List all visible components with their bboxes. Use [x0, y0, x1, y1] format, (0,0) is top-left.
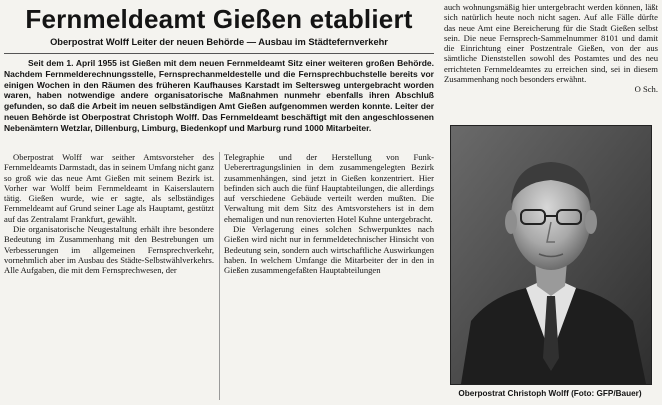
subheadline: Oberpostrat Wolff Leiter der neuen Behörde — Ausbau im Städtefernverkehr [50, 37, 388, 47]
continuation-paragraph [440, 0, 660, 95]
photo-caption: Oberpostrat Christoph Wolff (Foto: GFP/Bauer) [458, 389, 642, 398]
body-column-1 [4, 152, 214, 276]
article-main-column [4, 4, 434, 402]
article-side-column [440, 0, 660, 405]
lead-paragraph: Seit dem 1. April 1955 ist Gießen mit dem neuen Fernmeldeamt Sitz einer weiteren großen Behörde. Nachdem Fernmelderechnungsstelle, Fernsprechanmeldestelle und die Fernsprechbuchstelle bereits vor einigen Wochen in den Räumen des früheren Kaufhauses Karstadt im Seltersweg untergebracht worden waren, haben notwendige andere organisatorische Maßnahmen nunmehr ebenfalls ihren Abschluß gefunden, so daß die Arbeit im neuen selbständigen Amt Gießen aufgenommen werden konnte. Leiter der neuen Behörde ist Oberpostrat Christoph Wolff. Das Fernmeldeamt beschäftigt mit den angeschlossenen Nebenämtern Wetzlar, Dillenburg, Limburg, Biedenkopf und Marburg rund 1000 Mitarbeiter. [4, 58, 434, 133]
body-paragraph: Die organisatorische Neugestaltung erhält ihre besondere Bedeutung im Zusammenhang mit den Bestrebungen um Verbesserungen im allgemeinen Fernsprechverkehr, vornehmlich aber im Ausbau des Städte-Selbstwählverkehrs. Alle Aufgaben, die mit dem Fernsprechwesen, der [4, 224, 214, 276]
body-paragraph: Die Verlagerung eines solchen Schwerpunktes nach Gießen wird nicht nur in fernmeldetechnischer Hinsicht von Bedeutung sein, sondern auch wirtschaftliche Auswirkungen haben. In welchem Umfange die Mitarbeiter der in den in Gießen zusammengefaßten Hauptabteilungen [224, 224, 434, 276]
body-column-2 [224, 152, 434, 276]
continuation-text: auch wohnungsmäßig hier untergebracht werden können, läßt sich natürlich heute noch nicht sagen. Auf alle Fälle dürfte das neue Amt eine Bereicherung für die Stadt Gießen selbst sein. Die neue Fernsprech-Sammelnummer 8101 und damit die Einrichtung einer Postzentrale Gießen, von der aus sämtliche Dienststellen sowohl des Postamtes und des neu errichteten Fernmeldeamtes zu erreichen sind, sei in diesem Zusammenhang noch besonders erwähnt. [444, 2, 658, 85]
author-signoff: O Sch. [634, 84, 658, 95]
body-paragraph: Oberpostrat Wolff war seither Amtsvorsteher des Fernmeldeamts Darmstadt, das in seinem Umfang nicht ganz so groß wie das neue Amt Gießen mit seinem Bezirk ist. Vorher war Wolff beim Fernmeldeamt in Kaiserslautern tätig. Gießen wurde, wie er sagte, als selbständiges Fernmeldeamt auf Grund seiner Lage als Hauptamt, gestützt auf das Zentralamt Frankfurt, gewählt. [4, 152, 215, 224]
divider [4, 53, 434, 54]
column-divider [219, 152, 220, 400]
portrait-photo [450, 125, 652, 385]
headline: Fernmeldeamt Gießen etabliert [25, 4, 413, 34]
body-paragraph: Telegraphie und der Herstellung von Funk-Ueberertragungslinien in dem zusammengelegten Bezirk zusammenhängen, sind jetzt in Gießen konzentriert. Hier befinden sich auch die fünf Hauptabteilungen, die allerdings auf verschiedene Gebäude verteilt werden mußten. Die Verwaltung mit dem Sitz des Amtsvorstehers ist in dem ehemaligen und nun renovierten Hotel Kuhne untergebracht. [224, 152, 434, 224]
portrait-illustration [451, 126, 651, 384]
